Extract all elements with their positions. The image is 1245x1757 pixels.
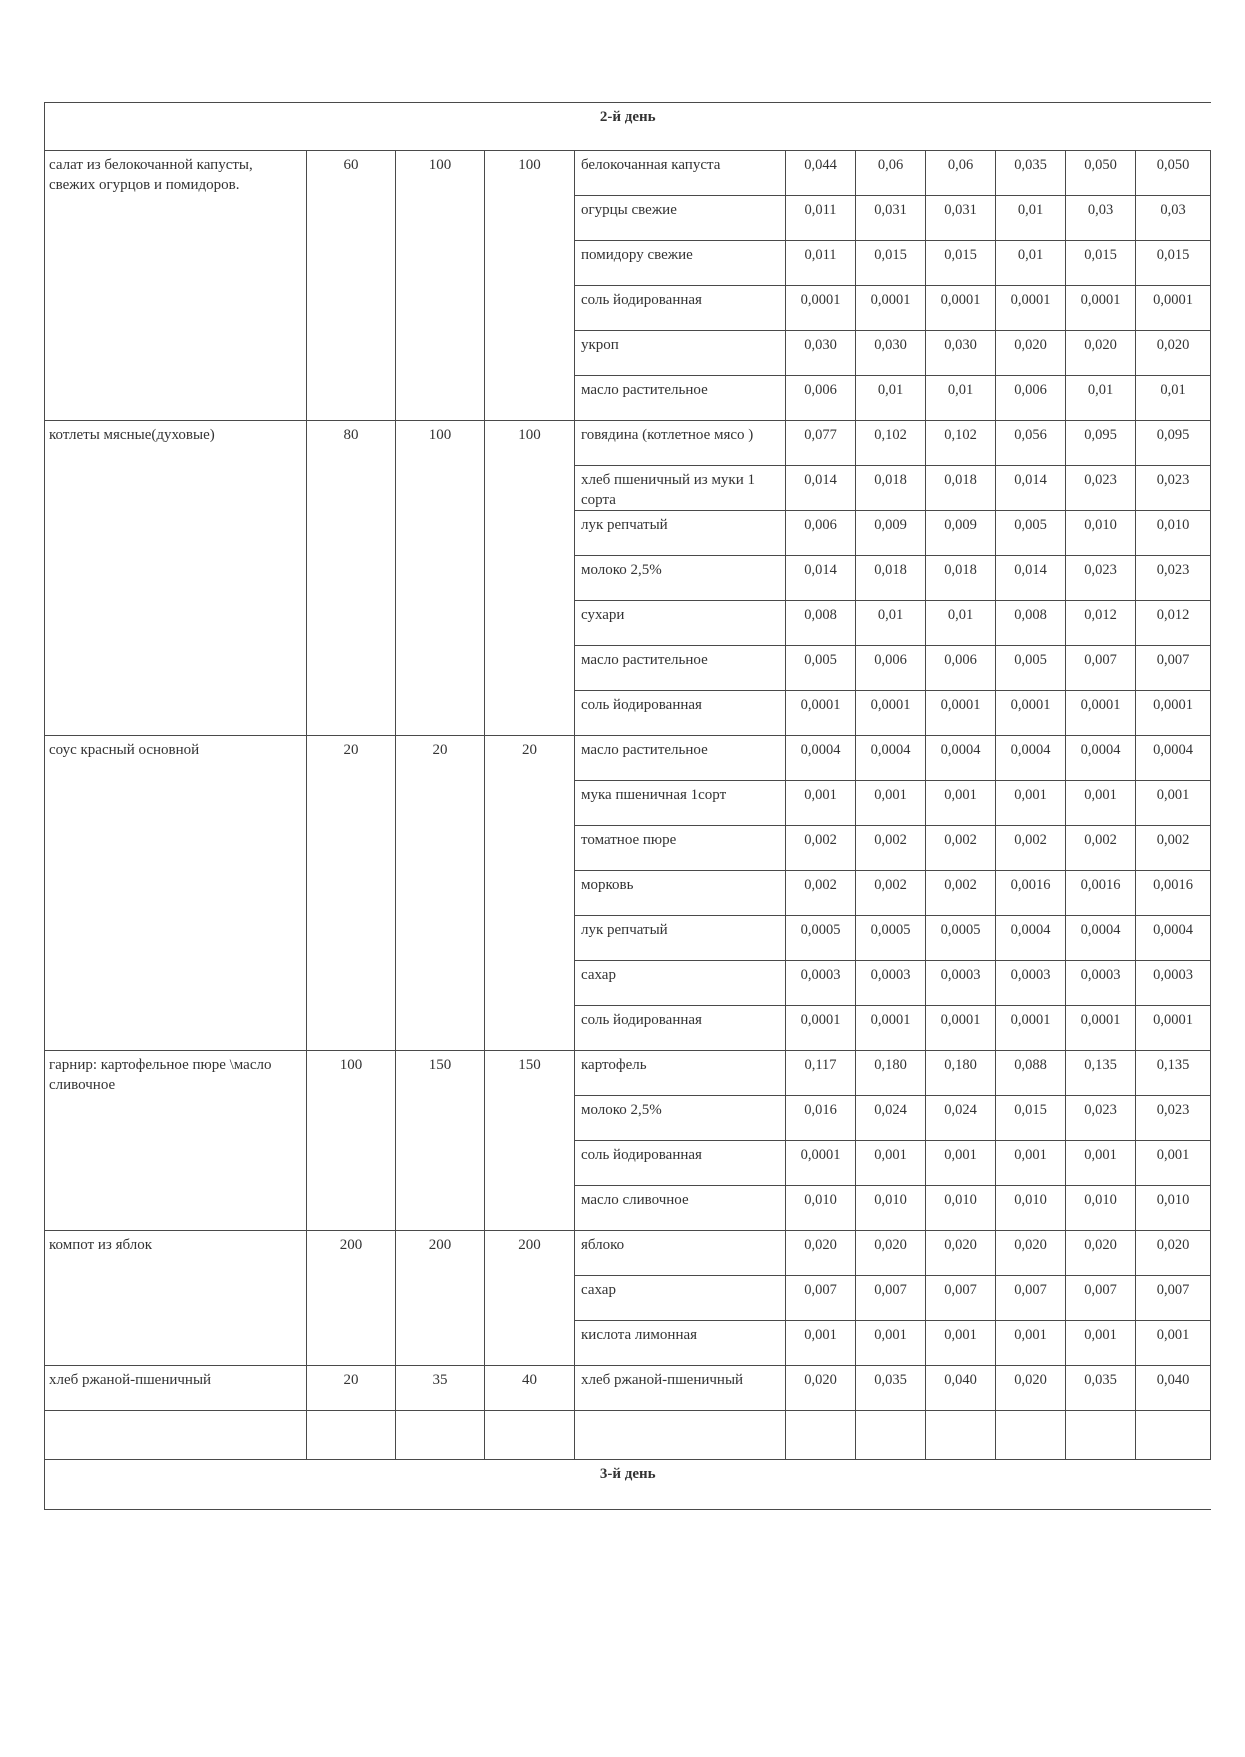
ingredient-quantity: 0,0016	[996, 871, 1066, 916]
day-header-row	[45, 1460, 1211, 1510]
portion-value: 100	[485, 421, 575, 736]
ingredient-quantity: 0,023	[1136, 1096, 1211, 1141]
ingredient-name: масло сливочное	[575, 1186, 786, 1231]
ingredient-quantity: 0,01	[856, 601, 926, 646]
ingredient-quantity: 0,014	[786, 466, 856, 511]
empty-cell	[45, 1411, 307, 1460]
ingredient-row	[45, 1366, 1211, 1411]
ingredient-row	[45, 736, 1211, 781]
ingredient-quantity: 0,030	[926, 331, 996, 376]
ingredient-quantity: 0,088	[996, 1051, 1066, 1096]
ingredient-quantity: 0,001	[996, 1141, 1066, 1186]
ingredient-quantity: 0,016	[786, 1096, 856, 1141]
ingredient-quantity: 0,0004	[926, 736, 996, 781]
ingredient-quantity: 0,002	[1066, 826, 1136, 871]
ingredient-quantity: 0,023	[1136, 466, 1211, 511]
ingredient-name: сахар	[575, 961, 786, 1006]
ingredient-quantity: 0,001	[1136, 1321, 1211, 1366]
ingredient-quantity: 0,01	[926, 376, 996, 421]
ingredient-quantity: 0,035	[856, 1366, 926, 1411]
ingredient-quantity: 0,044	[786, 151, 856, 196]
ingredient-quantity: 0,012	[1066, 601, 1136, 646]
ingredient-quantity: 0,001	[926, 781, 996, 826]
ingredient-quantity: 0,010	[926, 1186, 996, 1231]
ingredient-quantity: 0,0001	[786, 286, 856, 331]
day-3-header: 3-й день	[45, 1460, 1211, 1510]
ingredient-name: масло растительное	[575, 376, 786, 421]
ingredient-name: масло растительное	[575, 736, 786, 781]
portion-value: 100	[396, 151, 485, 421]
ingredient-quantity: 0,020	[1136, 331, 1211, 376]
ingredient-quantity: 0,001	[856, 781, 926, 826]
ingredient-quantity: 0,0004	[1066, 736, 1136, 781]
ingredient-name: картофель	[575, 1051, 786, 1096]
ingredient-quantity: 0,014	[786, 556, 856, 601]
ingredient-quantity: 0,010	[996, 1186, 1066, 1231]
ingredient-quantity: 0,001	[996, 1321, 1066, 1366]
ingredient-quantity: 0,007	[856, 1276, 926, 1321]
ingredient-quantity: 0,01	[926, 601, 996, 646]
portion-value: 150	[396, 1051, 485, 1231]
portion-value: 35	[396, 1366, 485, 1411]
ingredient-quantity: 0,0001	[856, 286, 926, 331]
ingredient-quantity: 0,010	[1066, 1186, 1136, 1231]
ingredient-quantity: 0,018	[926, 556, 996, 601]
ingredient-quantity: 0,024	[926, 1096, 996, 1141]
ingredient-quantity: 0,030	[856, 331, 926, 376]
ingredient-quantity: 0,001	[786, 1321, 856, 1366]
ingredient-quantity: 0,001	[1136, 781, 1211, 826]
ingredient-quantity: 0,002	[926, 826, 996, 871]
ingredient-quantity: 0,006	[926, 646, 996, 691]
ingredient-quantity: 0,011	[786, 196, 856, 241]
empty-cell	[396, 1411, 485, 1460]
ingredient-quantity: 0,0001	[1066, 691, 1136, 736]
ingredient-name: укроп	[575, 331, 786, 376]
ingredient-quantity: 0,020	[1066, 331, 1136, 376]
portion-value: 20	[485, 736, 575, 1051]
ingredient-quantity: 0,0001	[786, 1141, 856, 1186]
ingredient-quantity: 0,007	[1136, 1276, 1211, 1321]
portion-value: 100	[485, 151, 575, 421]
ingredient-quantity: 0,006	[996, 376, 1066, 421]
ingredient-quantity: 0,012	[1136, 601, 1211, 646]
ingredient-quantity: 0,0001	[996, 691, 1066, 736]
ingredient-quantity: 0,014	[996, 466, 1066, 511]
ingredient-quantity: 0,035	[996, 151, 1066, 196]
ingredient-quantity: 0,01	[1136, 376, 1211, 421]
ingredient-name: соль йодированная	[575, 1141, 786, 1186]
ingredient-quantity: 0,023	[1066, 466, 1136, 511]
ingredient-name: молоко 2,5%	[575, 556, 786, 601]
ingredient-quantity: 0,031	[926, 196, 996, 241]
ingredient-quantity: 0,050	[1066, 151, 1136, 196]
ingredient-quantity: 0,002	[996, 826, 1066, 871]
ingredient-quantity: 0,007	[786, 1276, 856, 1321]
ingredient-quantity: 0,009	[926, 511, 996, 556]
ingredient-quantity: 0,0001	[786, 691, 856, 736]
ingredient-quantity: 0,015	[1066, 241, 1136, 286]
ingredient-quantity: 0,0001	[1136, 691, 1211, 736]
ingredient-quantity: 0,0003	[1066, 961, 1136, 1006]
day-header-row	[45, 103, 1211, 151]
ingredient-quantity: 0,014	[996, 556, 1066, 601]
ingredient-quantity: 0,001	[1136, 1141, 1211, 1186]
ingredient-quantity: 0,001	[996, 781, 1066, 826]
ingredient-quantity: 0,006	[856, 646, 926, 691]
ingredient-quantity: 0,009	[856, 511, 926, 556]
ingredient-quantity: 0,040	[1136, 1366, 1211, 1411]
portion-value: 150	[485, 1051, 575, 1231]
ingredient-quantity: 0,0001	[996, 286, 1066, 331]
ingredient-name: говядина (котлетное мясо )	[575, 421, 786, 466]
ingredient-quantity: 0,020	[856, 1231, 926, 1276]
ingredient-quantity: 0,050	[1136, 151, 1211, 196]
ingredient-quantity: 0,031	[856, 196, 926, 241]
ingredient-name: яблоко	[575, 1231, 786, 1276]
portion-value: 200	[307, 1231, 396, 1366]
ingredient-quantity: 0,077	[786, 421, 856, 466]
portion-value: 80	[307, 421, 396, 736]
ingredient-quantity: 0,002	[926, 871, 996, 916]
empty-cell	[307, 1411, 396, 1460]
ingredient-quantity: 0,010	[856, 1186, 926, 1231]
ingredient-quantity: 0,0016	[1066, 871, 1136, 916]
ingredient-quantity: 0,002	[786, 871, 856, 916]
ingredient-quantity: 0,005	[996, 511, 1066, 556]
ingredient-quantity: 0,0001	[1136, 286, 1211, 331]
ingredient-quantity: 0,006	[786, 376, 856, 421]
ingredient-name: мука пшеничная 1сорт	[575, 781, 786, 826]
ingredient-quantity: 0,0004	[996, 916, 1066, 961]
ingredient-quantity: 0,001	[786, 781, 856, 826]
ingredient-name: лук репчатый	[575, 916, 786, 961]
ingredient-quantity: 0,040	[926, 1366, 996, 1411]
ingredient-quantity: 0,01	[996, 196, 1066, 241]
empty-cell	[1136, 1411, 1211, 1460]
ingredient-quantity: 0,018	[926, 466, 996, 511]
ingredient-quantity: 0,0001	[1136, 1006, 1211, 1051]
ingredient-quantity: 0,023	[1066, 556, 1136, 601]
dish-name: салат из белокочанной капусты, свежих огурцов и помидоров.	[45, 151, 307, 421]
portion-value: 60	[307, 151, 396, 421]
ingredient-quantity: 0,001	[1066, 781, 1136, 826]
ingredient-quantity: 0,015	[926, 241, 996, 286]
ingredient-quantity: 0,020	[996, 1366, 1066, 1411]
ingredient-quantity: 0,0001	[1066, 1006, 1136, 1051]
ingredient-quantity: 0,0004	[856, 736, 926, 781]
ingredient-name: помидору свежие	[575, 241, 786, 286]
empty-cell	[1066, 1411, 1136, 1460]
ingredient-quantity: 0,023	[1136, 556, 1211, 601]
ingredient-quantity: 0,0003	[1136, 961, 1211, 1006]
ingredient-quantity: 0,015	[856, 241, 926, 286]
ingredient-quantity: 0,03	[1066, 196, 1136, 241]
ingredient-quantity: 0,095	[1136, 421, 1211, 466]
ingredient-name: соль йодированная	[575, 691, 786, 736]
ingredient-name: лук репчатый	[575, 511, 786, 556]
ingredient-quantity: 0,180	[856, 1051, 926, 1096]
ingredient-quantity: 0,035	[1066, 1366, 1136, 1411]
ingredient-quantity: 0,0005	[856, 916, 926, 961]
ingredient-name: томатное пюре	[575, 826, 786, 871]
ingredient-quantity: 0,0004	[1136, 916, 1211, 961]
ingredient-quantity: 0,0001	[856, 1006, 926, 1051]
ingredient-quantity: 0,0001	[926, 691, 996, 736]
ingredient-quantity: 0,008	[996, 601, 1066, 646]
ingredient-quantity: 0,007	[996, 1276, 1066, 1321]
ingredient-quantity: 0,020	[1136, 1231, 1211, 1276]
ingredient-quantity: 0,095	[1066, 421, 1136, 466]
ingredient-quantity: 0,135	[1136, 1051, 1211, 1096]
dish-name: хлеб ржаной-пшеничный	[45, 1366, 307, 1411]
ingredient-quantity: 0,135	[1066, 1051, 1136, 1096]
ingredient-name: морковь	[575, 871, 786, 916]
ingredient-name: хлеб пшеничный из муки 1 сорта	[575, 466, 786, 511]
dish-name: компот из яблок	[45, 1231, 307, 1366]
empty-cell	[485, 1411, 575, 1460]
ingredient-quantity: 0,0003	[856, 961, 926, 1006]
ingredient-quantity: 0,005	[996, 646, 1066, 691]
ingredient-quantity: 0,020	[926, 1231, 996, 1276]
ingredient-quantity: 0,0001	[1066, 286, 1136, 331]
ingredient-quantity: 0,023	[1066, 1096, 1136, 1141]
ingredient-quantity: 0,0003	[926, 961, 996, 1006]
ingredient-row	[45, 1051, 1211, 1096]
ingredient-quantity: 0,0003	[996, 961, 1066, 1006]
ingredient-quantity: 0,001	[1066, 1141, 1136, 1186]
empty-cell	[575, 1411, 786, 1460]
ingredient-name: белокочанная капуста	[575, 151, 786, 196]
ingredient-row	[45, 151, 1211, 196]
ingredient-quantity: 0,056	[996, 421, 1066, 466]
ingredient-quantity: 0,010	[786, 1186, 856, 1231]
ingredient-quantity: 0,001	[856, 1321, 926, 1366]
ingredient-quantity: 0,06	[856, 151, 926, 196]
ingredient-name: огурцы свежие	[575, 196, 786, 241]
ingredient-quantity: 0,117	[786, 1051, 856, 1096]
portion-value: 100	[396, 421, 485, 736]
ingredient-name: сухари	[575, 601, 786, 646]
portion-value: 20	[307, 1366, 396, 1411]
ingredient-quantity: 0,002	[1136, 826, 1211, 871]
ingredient-quantity: 0,0001	[786, 1006, 856, 1051]
portion-value: 100	[307, 1051, 396, 1231]
ingredient-row	[45, 1231, 1211, 1276]
ingredient-quantity: 0,010	[1136, 1186, 1211, 1231]
ingredient-quantity: 0,0001	[856, 691, 926, 736]
ingredient-quantity: 0,102	[856, 421, 926, 466]
dish-name: соус красный основной	[45, 736, 307, 1051]
ingredient-quantity: 0,03	[1136, 196, 1211, 241]
empty-cell	[856, 1411, 926, 1460]
ingredient-quantity: 0,0005	[786, 916, 856, 961]
ingredient-quantity: 0,007	[1136, 646, 1211, 691]
ingredient-row	[45, 421, 1211, 466]
ingredient-quantity: 0,010	[1136, 511, 1211, 556]
dish-name: котлеты мясные(духовые)	[45, 421, 307, 736]
menu-table	[44, 102, 1211, 1510]
ingredient-quantity: 0,0004	[1066, 916, 1136, 961]
ingredient-name: хлеб ржаной-пшеничный	[575, 1366, 786, 1411]
ingredient-name: молоко 2,5%	[575, 1096, 786, 1141]
ingredient-quantity: 0,007	[926, 1276, 996, 1321]
portion-value: 20	[307, 736, 396, 1051]
ingredient-quantity: 0,001	[926, 1321, 996, 1366]
ingredient-quantity: 0,030	[786, 331, 856, 376]
empty-cell	[786, 1411, 856, 1460]
ingredient-quantity: 0,0004	[1136, 736, 1211, 781]
portion-value: 40	[485, 1366, 575, 1411]
portion-value: 20	[396, 736, 485, 1051]
ingredient-quantity: 0,002	[856, 871, 926, 916]
ingredient-quantity: 0,06	[926, 151, 996, 196]
empty-cell	[996, 1411, 1066, 1460]
ingredient-name: масло растительное	[575, 646, 786, 691]
ingredient-quantity: 0,002	[786, 826, 856, 871]
ingredient-quantity: 0,020	[996, 1231, 1066, 1276]
ingredient-quantity: 0,0005	[926, 916, 996, 961]
ingredient-quantity: 0,0003	[786, 961, 856, 1006]
ingredient-quantity: 0,006	[786, 511, 856, 556]
ingredient-quantity: 0,0004	[786, 736, 856, 781]
ingredient-quantity: 0,002	[856, 826, 926, 871]
ingredient-quantity: 0,018	[856, 556, 926, 601]
ingredient-quantity: 0,001	[926, 1141, 996, 1186]
ingredient-quantity: 0,015	[996, 1096, 1066, 1141]
ingredient-name: соль йодированная	[575, 1006, 786, 1051]
ingredient-quantity: 0,005	[786, 646, 856, 691]
ingredient-quantity: 0,011	[786, 241, 856, 286]
ingredient-quantity: 0,020	[786, 1231, 856, 1276]
ingredient-quantity: 0,020	[786, 1366, 856, 1411]
ingredient-quantity: 0,001	[856, 1141, 926, 1186]
ingredient-quantity: 0,01	[1066, 376, 1136, 421]
ingredient-quantity: 0,0001	[996, 1006, 1066, 1051]
ingredient-quantity: 0,0004	[996, 736, 1066, 781]
ingredient-quantity: 0,0001	[926, 286, 996, 331]
ingredient-quantity: 0,01	[856, 376, 926, 421]
ingredient-name: кислота лимонная	[575, 1321, 786, 1366]
ingredient-quantity: 0,018	[856, 466, 926, 511]
empty-cell	[926, 1411, 996, 1460]
ingredient-quantity: 0,010	[1066, 511, 1136, 556]
ingredient-quantity: 0,0016	[1136, 871, 1211, 916]
portion-value: 200	[396, 1231, 485, 1366]
ingredient-quantity: 0,024	[856, 1096, 926, 1141]
blank-row	[45, 1411, 1211, 1460]
ingredient-quantity: 0,020	[1066, 1231, 1136, 1276]
ingredient-quantity: 0,007	[1066, 1276, 1136, 1321]
ingredient-quantity: 0,0001	[926, 1006, 996, 1051]
ingredient-quantity: 0,008	[786, 601, 856, 646]
ingredient-quantity: 0,001	[1066, 1321, 1136, 1366]
ingredient-name: сахар	[575, 1276, 786, 1321]
ingredient-quantity: 0,01	[996, 241, 1066, 286]
day-2-header: 2-й день	[45, 103, 1211, 151]
ingredient-name: соль йодированная	[575, 286, 786, 331]
ingredient-quantity: 0,015	[1136, 241, 1211, 286]
ingredient-quantity: 0,180	[926, 1051, 996, 1096]
ingredient-quantity: 0,007	[1066, 646, 1136, 691]
ingredient-quantity: 0,020	[996, 331, 1066, 376]
portion-value: 200	[485, 1231, 575, 1366]
dish-name: гарнир: картофельное пюре \масло сливочное	[45, 1051, 307, 1231]
ingredient-quantity: 0,102	[926, 421, 996, 466]
